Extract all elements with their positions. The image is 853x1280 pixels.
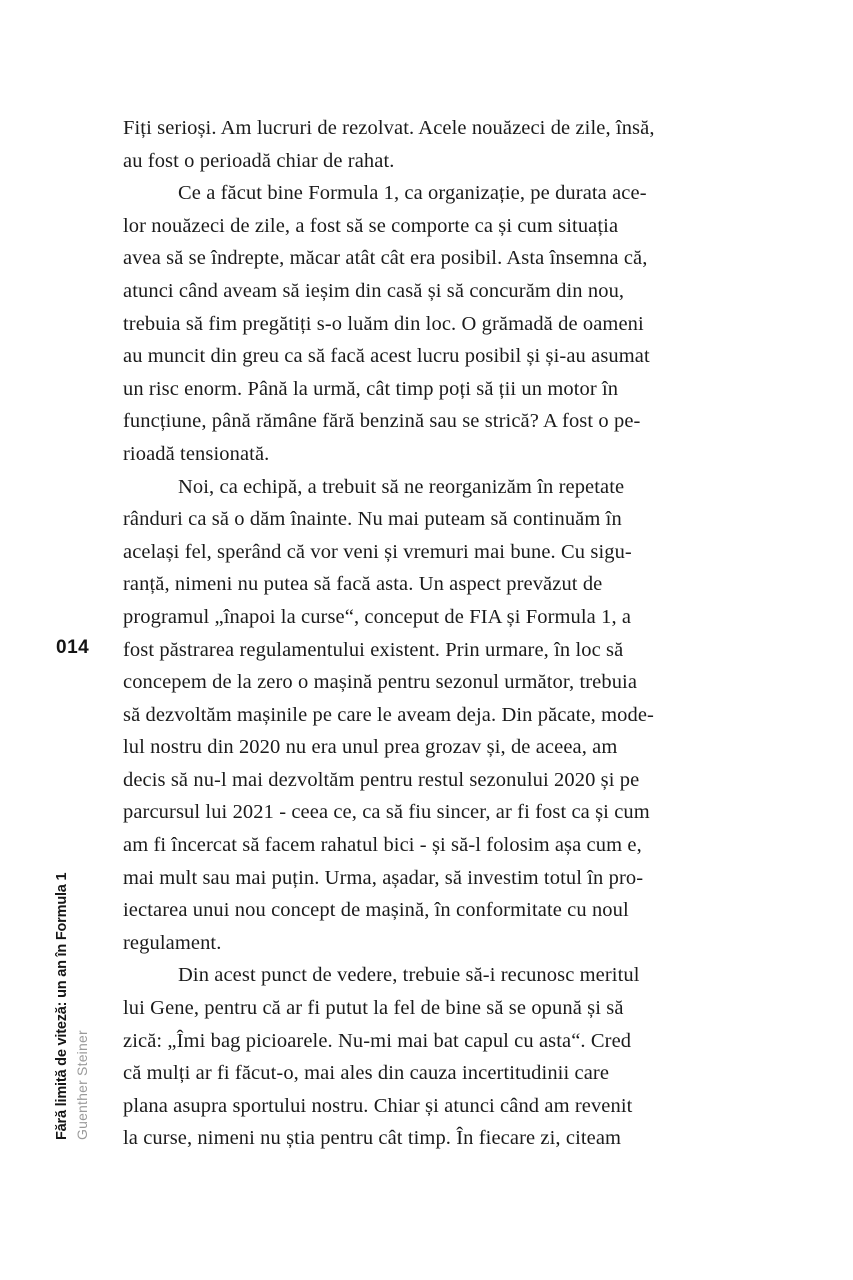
text-line: lui Gene, pentru că ar fi putut la fel de bine să se opună și să	[123, 997, 624, 1020]
text-line: decis să nu-l mai dezvoltăm pentru restul sezonului 2020 și pe	[123, 768, 640, 791]
page-number: 014	[56, 637, 90, 658]
spine-text	[53, 840, 91, 1140]
text-line: iectarea unui nou concept de mașină, în conformitate cu noul	[123, 899, 629, 922]
text-line: lor nouăzeci de zile, a fost să se comporte ca și cum situația	[123, 214, 619, 237]
text-line: fost păstrarea regulamentului existent. Prin urmare, în loc să	[123, 638, 624, 661]
text-line: funcțiune, până rămâne fără benzină sau se strică? A fost o pe-	[123, 410, 641, 433]
text-line: parcursul lui 2021 - ceea ce, ca să fiu sincer, ar fi fost ca și cum	[123, 801, 650, 824]
text-line: au muncit din greu ca să facă acest lucru posibil și și-au asumat	[123, 345, 650, 368]
text-line: concepem de la zero o mașină pentru sezonul următor, trebuia	[123, 671, 638, 694]
text-line: mai mult sau mai puțin. Urma, așadar, să investim totul în pro-	[123, 866, 644, 889]
spine-author-name: Guenther Steiner	[74, 1030, 90, 1140]
text-line: am fi încercat să facem rahatul bici - și să-l folosim așa cum e,	[123, 834, 642, 857]
text-line: un risc enorm. Până la urmă, cât timp poți să ții un motor în	[123, 377, 619, 400]
text-line: Noi, ca echipă, a trebuit să ne reorganizăm în repetate	[178, 475, 625, 498]
text-line: avea să se îndrepte, măcar atât cât era posibil. Asta însemna că,	[123, 247, 648, 270]
text-line: că mulți ar fi făcut-o, mai ales din cauza incertitudinii care	[123, 1062, 610, 1085]
text-line: Din acest punct de vedere, trebuie să-i recunosc meritul	[178, 964, 640, 987]
text-line: Ce a făcut bine Formula 1, ca organizație, pe durata ace-	[178, 182, 647, 205]
text-line: zică: „Îmi bag picioarele. Nu-mi mai bat capul cu asta“. Cred	[123, 1029, 632, 1052]
text-line: programul „înapoi la curse“, conceput de FIA și Formula 1, a	[123, 605, 632, 628]
text-line: același fel, sperând că vor veni și vremuri mai bune. Cu sigu-	[123, 540, 632, 563]
text-line: la curse, nimeni nu știa pentru cât timp. În fiecare zi, citeam	[123, 1127, 622, 1150]
text-line: au fost o perioadă chiar de rahat.	[123, 149, 395, 172]
text-line: trebuia să fim pregătiți s-o luăm din loc. O grămadă de oameni	[123, 312, 644, 335]
text-line: rioadă tensionată.	[123, 442, 270, 465]
body-text	[123, 112, 743, 1155]
text-line: plana asupra sportului nostru. Chiar și atunci când am revenit	[123, 1094, 633, 1117]
text-line: ranță, nimeni nu putea să facă asta. Un aspect prevăzut de	[123, 573, 603, 596]
text-line: rânduri ca să o dăm înainte. Nu mai puteam să continuăm în	[123, 508, 622, 531]
spine-book-title: Fără limită de viteză: un an în Formula 1	[54, 872, 70, 1140]
text-line: regulament.	[123, 931, 222, 954]
text-line: atunci când aveam să ieșim din casă și să concurăm din nou,	[123, 279, 625, 302]
text-line: să dezvoltăm mașinile pe care le aveam deja. Din păcate, mode-	[123, 703, 654, 726]
text-line: Fiți serioși. Am lucruri de rezolvat. Acele nouăzeci de zile, însă,	[123, 117, 655, 139]
text-line: lul nostru din 2020 nu era unul prea grozav și, de aceea, am	[123, 736, 618, 759]
